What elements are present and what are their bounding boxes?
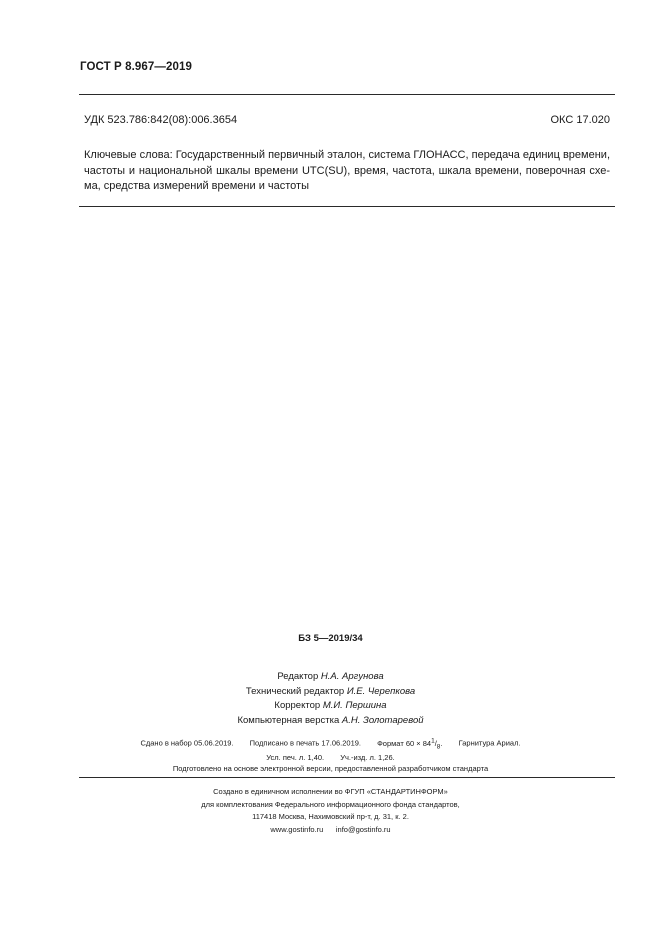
publisher-footer: [0, 786, 661, 836]
print-details: [0, 735, 661, 774]
staff-name: И.Е. Черепкова: [346, 685, 416, 697]
bz-number: БЗ 5—2019/34: [298, 633, 363, 644]
format-sub: 8: [436, 743, 441, 750]
submitted-date: Сдано в набор 05.06.2019.: [140, 738, 234, 748]
staff-role: Редактор: [277, 671, 319, 682]
footer-line-2: для комплектования Федерального информационного фонда стандартов,: [201, 799, 460, 809]
typeface: Гарнитура Ариал.: [458, 738, 521, 748]
footer-line-1: Создано в единичном исполнении во ФГУП «СТАНДАРТИНФОРМ»: [213, 787, 448, 796]
oks-code: ОКС 17.020: [550, 114, 610, 126]
format-prefix: Формат 60 × 84: [377, 738, 432, 748]
keywords-divider: [79, 206, 615, 207]
staff-corrector: [0, 699, 661, 714]
staff-role: Компьютерная верстка: [237, 714, 340, 726]
format-sup: 1: [431, 737, 435, 744]
staff-editor: [0, 670, 661, 685]
keywords-line-3: ма, средства измерений времени и частоты: [84, 180, 309, 192]
email-link[interactable]: info@gostinfo.ru: [335, 824, 391, 834]
footer-divider: [79, 777, 615, 778]
paper-format: Формат $60 \times 84^1/_8$.: [377, 737, 443, 750]
keywords-paragraph: [84, 148, 610, 195]
staff-name: М.И. Першина: [322, 700, 387, 711]
staff-layout: [0, 714, 661, 729]
staff-name: Н.А. Аргунова: [320, 671, 384, 682]
staff-credits: [0, 670, 661, 728]
standard-code: ГОСТ Р 8.967—2019: [80, 61, 192, 73]
top-divider: [79, 94, 615, 95]
publisher-sheets: Уч.-изд. л. 1,26.: [340, 753, 395, 762]
staff-name: А.Н. Золотаревой: [341, 714, 424, 726]
signed-date: Подписано в печать 17.06.2019.: [249, 738, 362, 748]
print-row-2: [0, 752, 661, 763]
keywords-line-1: Ключевые слова: Государственный первичный эталон, система ГЛОНАСС, передача единиц времени,: [84, 149, 610, 161]
staff-tech-editor: [0, 685, 661, 700]
website-link[interactable]: www.gostinfo.ru: [270, 824, 324, 834]
footer-contacts: [0, 824, 661, 837]
print-row-1: [0, 735, 661, 752]
udk-code: УДК 523.786:842(08):006.3654: [84, 114, 238, 126]
print-sheets: Усл. печ. л. 1,40.: [266, 753, 325, 762]
staff-role: Технический редактор: [245, 685, 345, 697]
keywords-line-2: частоты и национальной шкалы времени UTC(SU), время, частота, шкала времени, поверочная схе-: [84, 164, 610, 177]
staff-role: Корректор: [274, 700, 321, 711]
prepared-note: Подготовлено на основе электронной версии, предоставленной разработчиком стандарта: [172, 764, 489, 773]
footer-address: 117418 Москва, Нахимовский пр-т, д. 31, к. 2.: [252, 812, 409, 821]
